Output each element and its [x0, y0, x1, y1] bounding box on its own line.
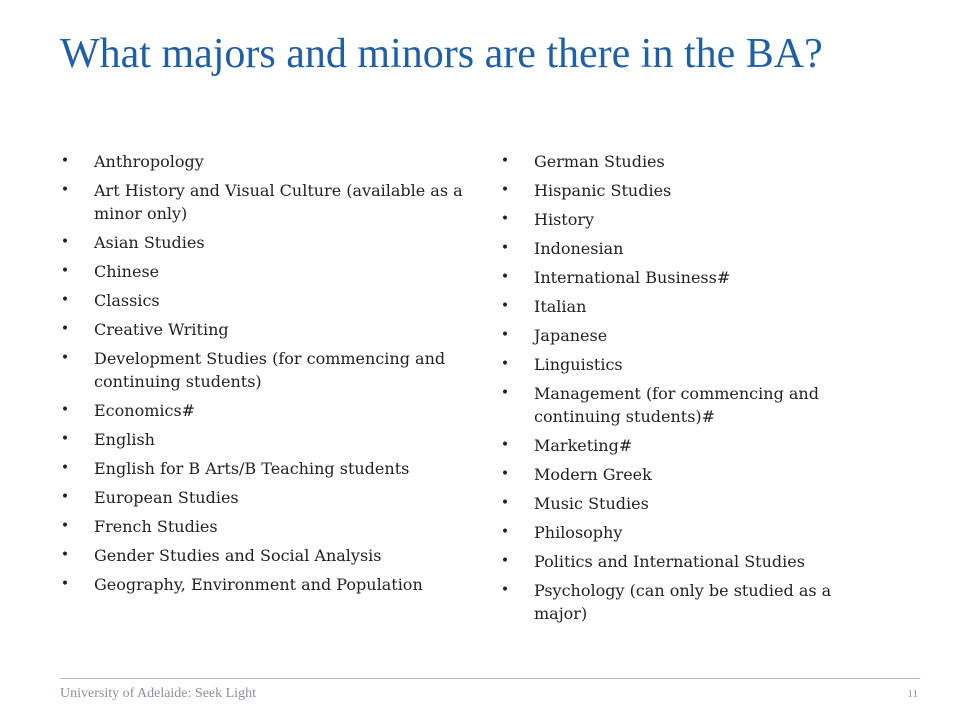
bullet-icon: • [60, 460, 70, 476]
list-item [60, 231, 470, 254]
list-item-label: Chinese [94, 262, 160, 281]
bullet-icon: • [500, 240, 510, 256]
list-item [60, 399, 470, 422]
footer-divider [60, 678, 920, 679]
list-item-label: International Business# [534, 268, 731, 287]
bullet-icon: • [60, 547, 70, 563]
list-item [500, 353, 880, 376]
list-item-label: Psychology (can only be studied as a major) [534, 581, 832, 623]
bullet-icon: • [60, 518, 70, 534]
bullet-icon: • [60, 263, 70, 279]
bullet-icon: • [500, 495, 510, 511]
bullet-icon: • [500, 524, 510, 540]
list-item-label: Gender Studies and Social Analysis [94, 546, 382, 565]
list-item [60, 289, 470, 312]
bullet-icon: • [500, 553, 510, 569]
list-item [60, 318, 470, 341]
bullet-icon: • [500, 182, 510, 198]
page-number: 11 [907, 688, 918, 700]
list-item [60, 515, 470, 538]
list-item-label: Asian Studies [94, 233, 205, 252]
list-item-label: Development Studies (for commencing and continuing students) [94, 349, 446, 391]
list-item-label: History [534, 210, 595, 229]
list-item [500, 434, 880, 457]
majors-list-right [500, 150, 880, 631]
list-item-label: Classics [94, 291, 160, 310]
bullet-icon: • [60, 402, 70, 418]
list-item [500, 382, 880, 428]
list-item [500, 521, 880, 544]
list-item-label: English [94, 430, 155, 449]
list-item [60, 544, 470, 567]
footer-university-name: University of Adelaide: Seek Light [60, 686, 256, 701]
list-item-label: English for B Arts/B Teaching students [94, 459, 410, 478]
bullet-icon: • [500, 298, 510, 314]
bullet-icon: • [60, 153, 70, 169]
list-item [60, 260, 470, 283]
bullet-icon: • [60, 431, 70, 447]
list-item [60, 428, 470, 451]
list-item [60, 457, 470, 480]
list-item [500, 237, 880, 260]
bullet-icon: • [60, 576, 70, 592]
list-item-label: Geography, Environment and Population [94, 575, 423, 594]
list-item [500, 150, 880, 173]
list-item [60, 150, 470, 173]
list-item [500, 579, 880, 625]
list-item [500, 295, 880, 318]
bullet-icon: • [60, 489, 70, 505]
list-item [60, 573, 470, 596]
bullet-icon: • [500, 582, 510, 598]
list-item-label: Indonesian [534, 239, 624, 258]
list-item-label: Modern Greek [534, 465, 652, 484]
list-item [500, 179, 880, 202]
bullet-icon: • [500, 269, 510, 285]
list-item [500, 208, 880, 231]
list-item-label: Philosophy [534, 523, 623, 542]
list-item-label: European Studies [94, 488, 239, 507]
list-item-label: Hispanic Studies [534, 181, 672, 200]
majors-list-left [60, 150, 470, 602]
bullet-icon: • [500, 466, 510, 482]
bullet-icon: • [500, 385, 510, 401]
list-item-label: Italian [534, 297, 587, 316]
list-item-label: Marketing# [534, 436, 633, 455]
bullet-icon: • [60, 182, 70, 198]
list-item-label: Anthropology [94, 152, 204, 171]
list-item-label: Linguistics [534, 355, 623, 374]
list-item-label: German Studies [534, 152, 665, 171]
bullet-icon: • [500, 327, 510, 343]
list-item [500, 266, 880, 289]
list-item [60, 486, 470, 509]
list-item-label: Art History and Visual Culture (available as a minor only) [94, 181, 463, 223]
slide-title: What majors and minors are there in the BA? [60, 31, 823, 77]
bullet-icon: • [500, 356, 510, 372]
list-item-label: Music Studies [534, 494, 649, 513]
bullet-icon: • [500, 437, 510, 453]
list-item [500, 324, 880, 347]
list-item [60, 179, 470, 225]
list-item-label: Creative Writing [94, 320, 229, 339]
bullet-icon: • [60, 292, 70, 308]
list-item [60, 347, 470, 393]
list-item-label: Politics and International Studies [534, 552, 805, 571]
bullet-icon: • [60, 234, 70, 250]
bullet-icon: • [60, 350, 70, 366]
list-item [500, 550, 880, 573]
bullet-icon: • [500, 153, 510, 169]
list-item [500, 492, 880, 515]
list-item-label: Japanese [534, 326, 608, 345]
bullet-icon: • [60, 321, 70, 337]
list-item-label: Economics# [94, 401, 196, 420]
list-item [500, 463, 880, 486]
list-item-label: French Studies [94, 517, 218, 536]
bullet-icon: • [500, 211, 510, 227]
list-item-label: Management (for commencing and continuing students)# [534, 384, 819, 426]
